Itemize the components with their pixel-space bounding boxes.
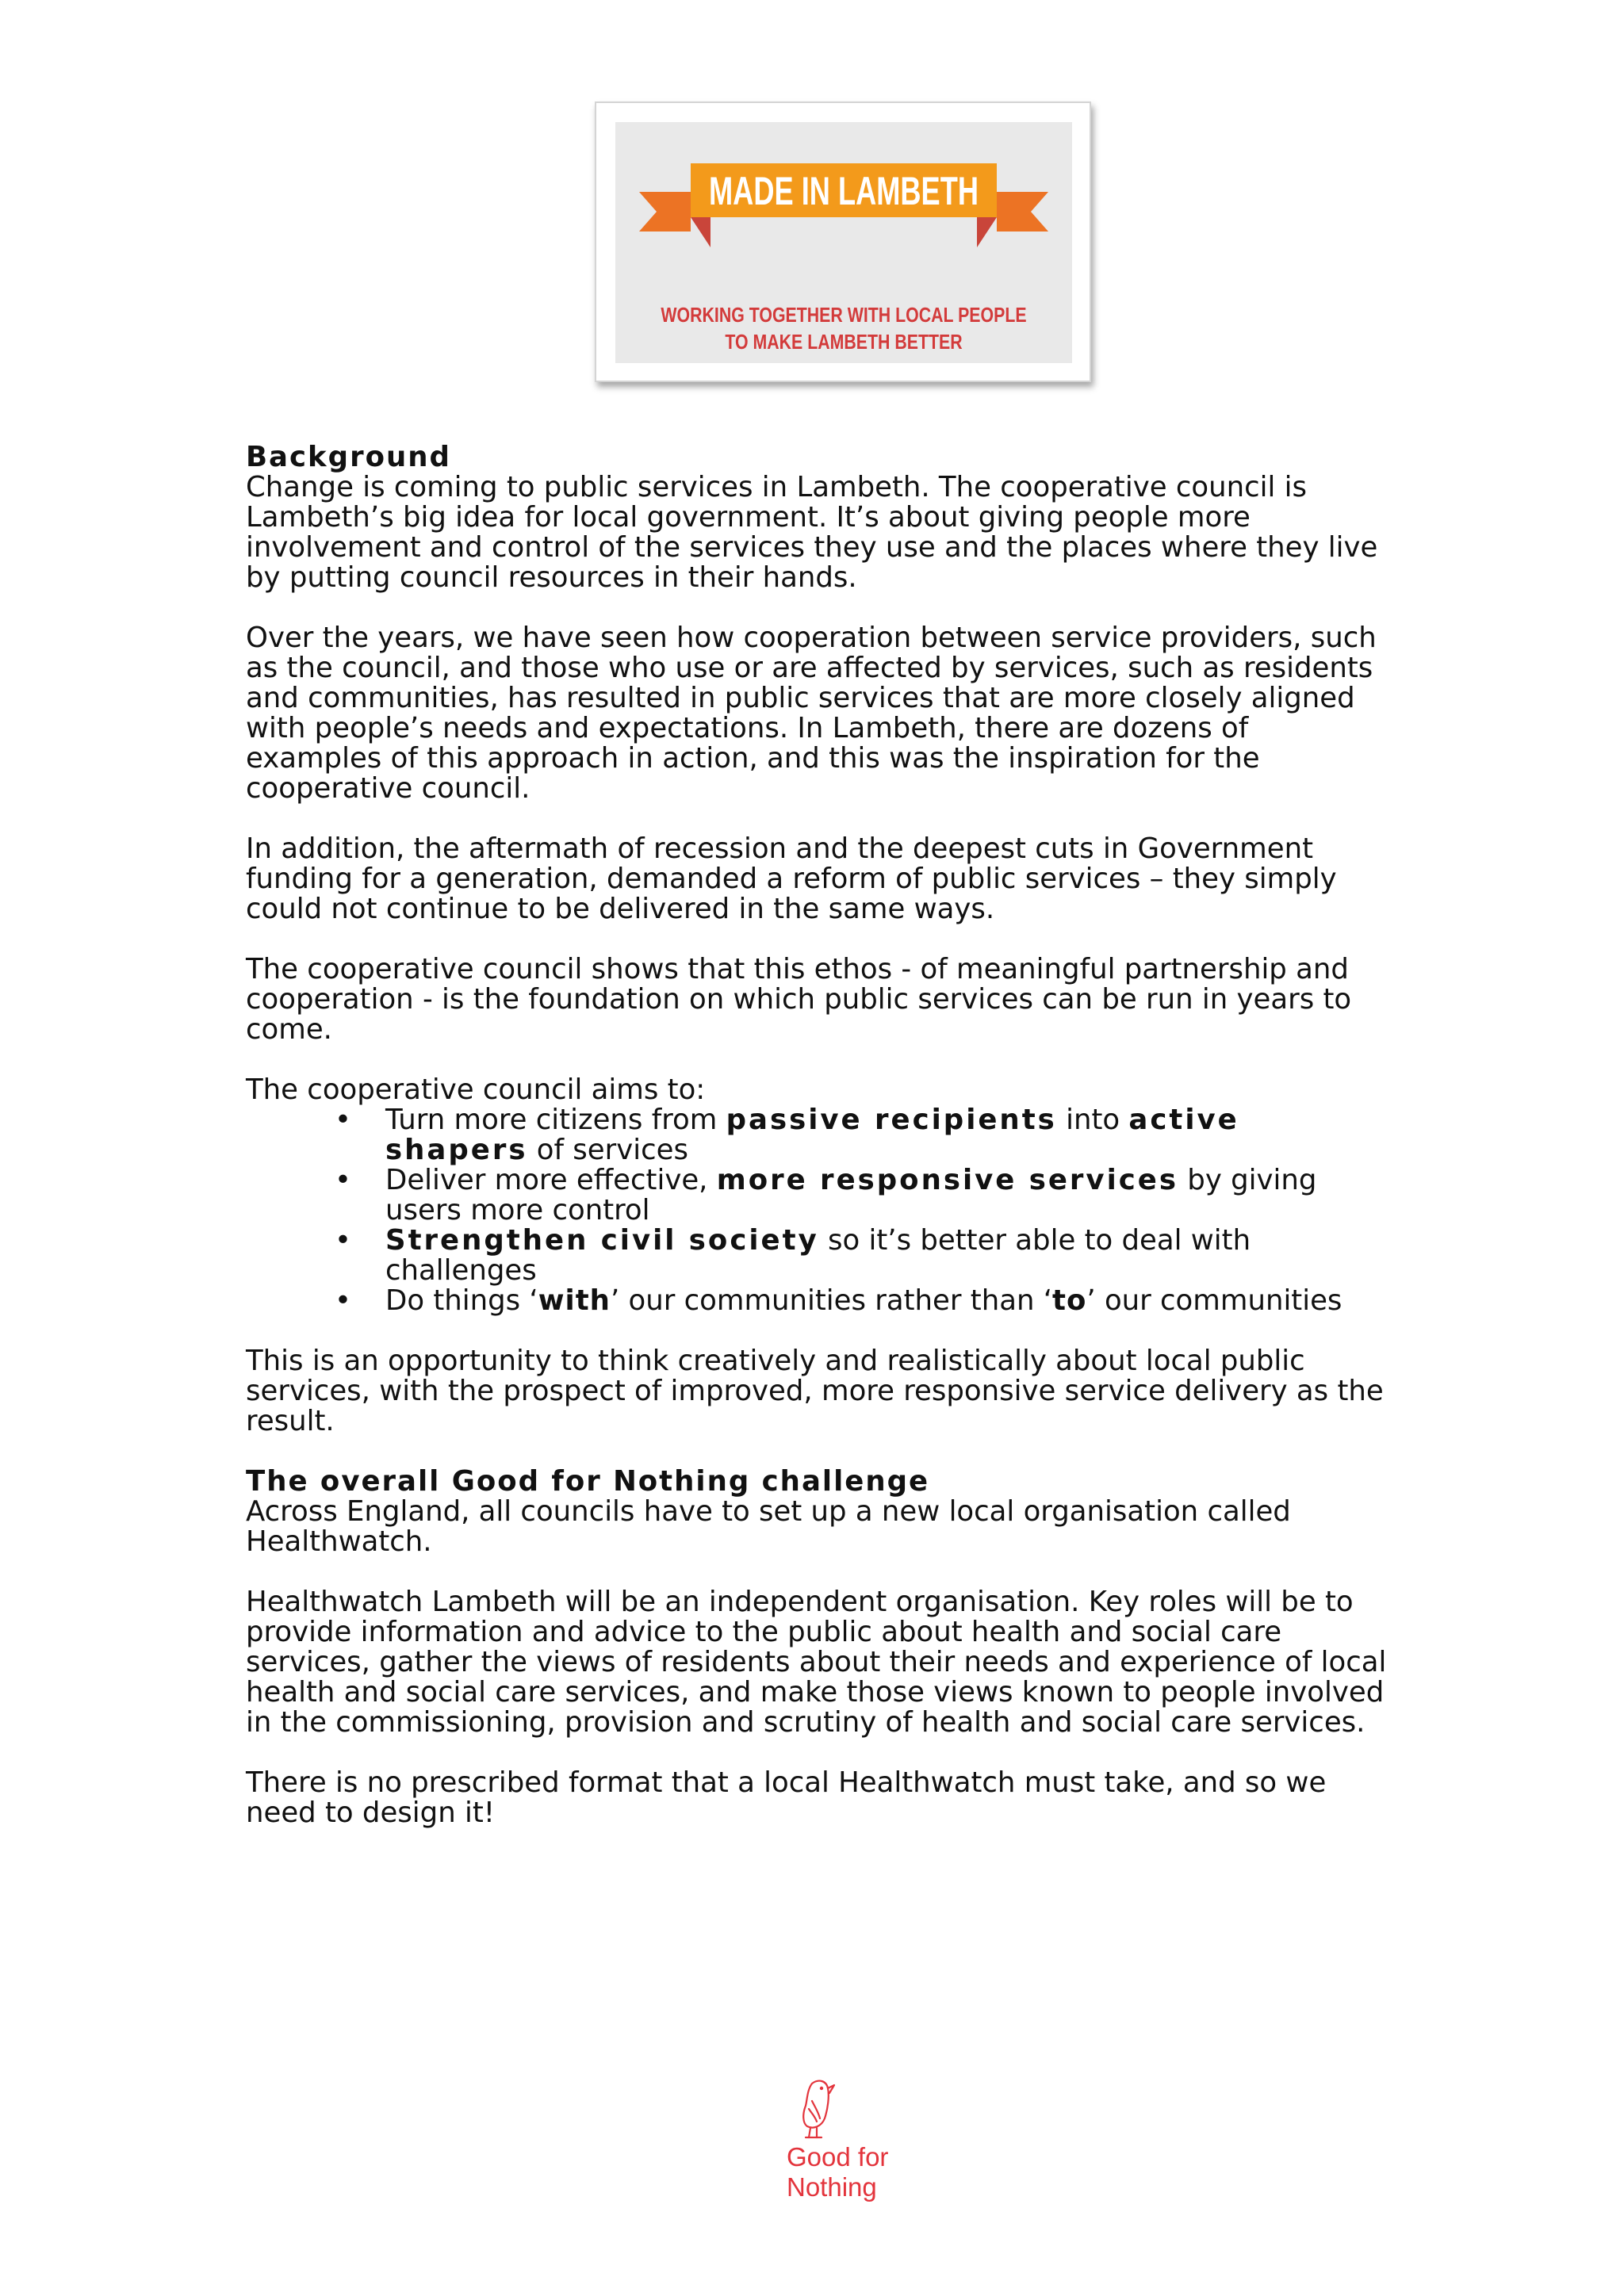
aim-2-emphasis: more responsive services [716,1164,1178,1196]
background-heading: Background [246,441,451,473]
challenge-paragraph-1: Across England, all councils have to set up a new local organisation called Healthwatch. [246,1495,1291,1558]
aim-2-post: by giving users more control [385,1164,1317,1226]
background-paragraph-5: This is an opportunity to think creatively and realistically about local public services, with the prospect of improved, more responsive service delivery as the result. [246,1345,1384,1437]
document-body [246,442,1388,1858]
challenge-heading: The overall Good for Nothing challenge [246,1465,930,1498]
aim-1-emphasis-passive: passive recipients [726,1104,1057,1136]
background-paragraph-4: The cooperative council shows that this ethos - of meaningful partnership and cooperation - is the foundation on which public services can be run in years to come. [246,953,1352,1046]
aim-item-3 [246,1226,1388,1286]
aim-2-pre: Deliver more effective, [385,1164,717,1196]
good-for-nothing-logo [777,2077,936,2212]
aim-4-emphasis-with: with [538,1284,611,1317]
made-in-lambeth-logo [595,101,1091,382]
aim-1-emphasis-active: active shapers [385,1104,1239,1166]
aim-3-emphasis: Strengthen civil society [385,1224,819,1257]
challenge-paragraph-2: Healthwatch Lambeth will be an independent organisation. Key roles will be to provide information and advice to the public about health and social care services, gather the views of residents about their needs and experience of local health and social care services, and make those views known to people involved in the commissioning, provision and scrutiny of health and social care services. [246,1586,1387,1739]
aim-item-2 [246,1165,1388,1226]
logo-background [615,122,1072,363]
logo-title: MADE IN LAMBETH [709,169,979,213]
aim-4-post: ’ our communities [1086,1284,1342,1317]
aim-1-pre: Turn more citizens from [385,1104,726,1136]
wordmark-line2: Nothing [787,2172,877,2202]
logo-tagline-line2: TO MAKE LAMBETH BETTER [725,330,963,354]
aim-4-pre: Do things ‘ [385,1284,538,1317]
aim-item-4 [246,1286,1388,1316]
aim-item-1 [246,1105,1388,1165]
ribbon-right-tail [997,192,1048,232]
wordmark-line1: Good for [787,2142,889,2172]
background-paragraph-3: In addition, the aftermath of recession and the deepest cuts in Government funding for a generation, demanded a reform of public services – they simply could not continue to be delivered in the same ways. [246,832,1337,925]
background-paragraph-2: Over the years, we have seen how cooperation between service providers, such as the council, and those who use or are affected by services, such as residents and communities, has resulted in public services that are more closely aligned with people’s needs and expectations. In Lambeth, there are dozens of examples of this approach in action, and this was the inspiration for the cooperative council. [246,622,1377,805]
aims-intro: The cooperative council aims to: [246,1073,706,1106]
aim-4-mid: ’ our communities rather than ‘ [610,1284,1053,1317]
background-paragraph-1: Change is coming to public services in Lambeth. The cooperative council is Lambeth’s big idea for local government. It’s about giving people more involvement and control of the services they use and the places where they live by putting council resources in their hands. [246,471,1378,594]
good-for-nothing-wordmark [787,2142,945,2202]
ribbon-left-tail [639,192,691,232]
aims-list [246,1105,1388,1316]
logo-tagline-line1: WORKING TOGETHER WITH LOCAL PEOPLE [661,303,1027,327]
ribbon-right-fold [977,217,997,247]
aim-3-post: so it’s better able to deal with challenges [385,1224,1251,1287]
aim-4-emphasis-to: to [1052,1284,1087,1317]
aim-1-post: of services [527,1134,688,1166]
bird-icon [795,2077,842,2141]
aim-1-mid: into [1056,1104,1129,1136]
challenge-paragraph-3: There is no prescribed format that a local Healthwatch must take, and so we need to design it! [246,1766,1327,1829]
ribbon-left-fold [691,217,710,247]
